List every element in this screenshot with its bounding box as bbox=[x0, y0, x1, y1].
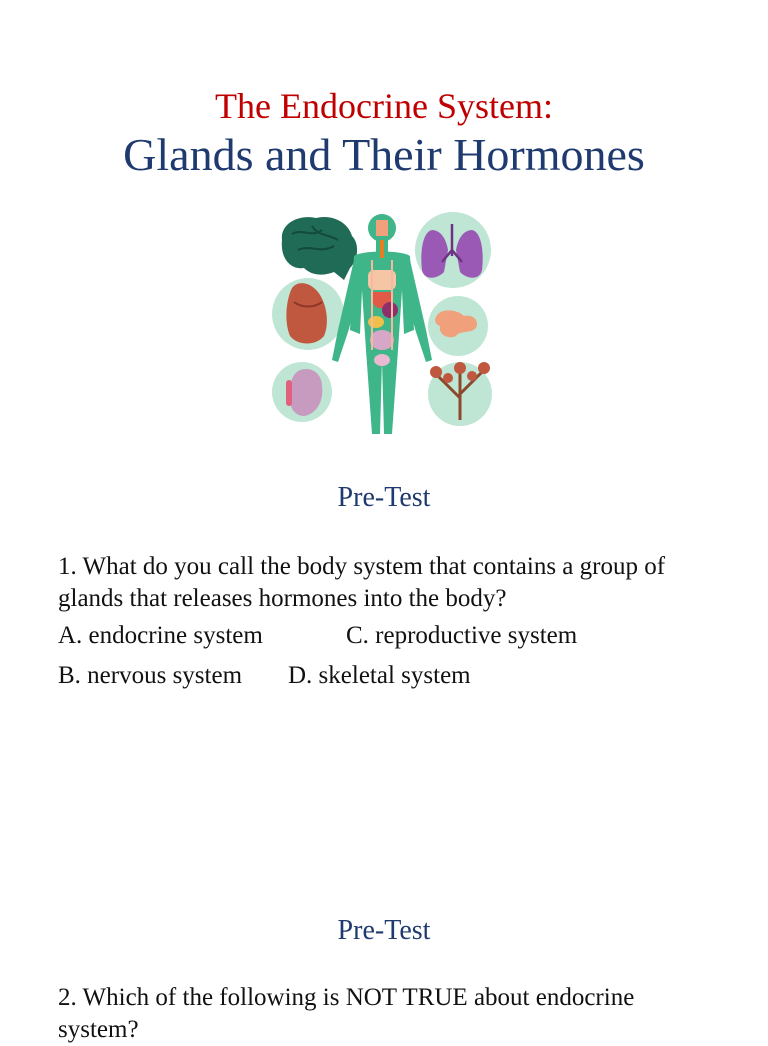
choices-row-2 bbox=[58, 660, 678, 692]
pretest-heading-2: Pre-Test bbox=[337, 915, 431, 946]
choice-c: C. reproductive system bbox=[346, 622, 578, 649]
endocrine-system-illustration bbox=[272, 210, 496, 438]
choice-d: D. skeletal system bbox=[288, 662, 471, 689]
choices-row-1 bbox=[58, 620, 678, 652]
question-2: 2. Which of the following is NOT TRUE about endocrine system? bbox=[58, 984, 635, 1043]
title-line-1: The Endocrine System: bbox=[215, 86, 553, 126]
question-1: 1. What do you call the body system that contains a group of glands that releases hormones into the body? bbox=[58, 553, 666, 612]
pretest-heading-1: Pre-Test bbox=[337, 482, 431, 513]
brain-icon bbox=[282, 217, 357, 280]
choice-a: A. endocrine system bbox=[58, 622, 263, 649]
choice-b: B. nervous system bbox=[58, 662, 243, 689]
title-line-2: Glands and Their Hormones bbox=[123, 129, 645, 180]
